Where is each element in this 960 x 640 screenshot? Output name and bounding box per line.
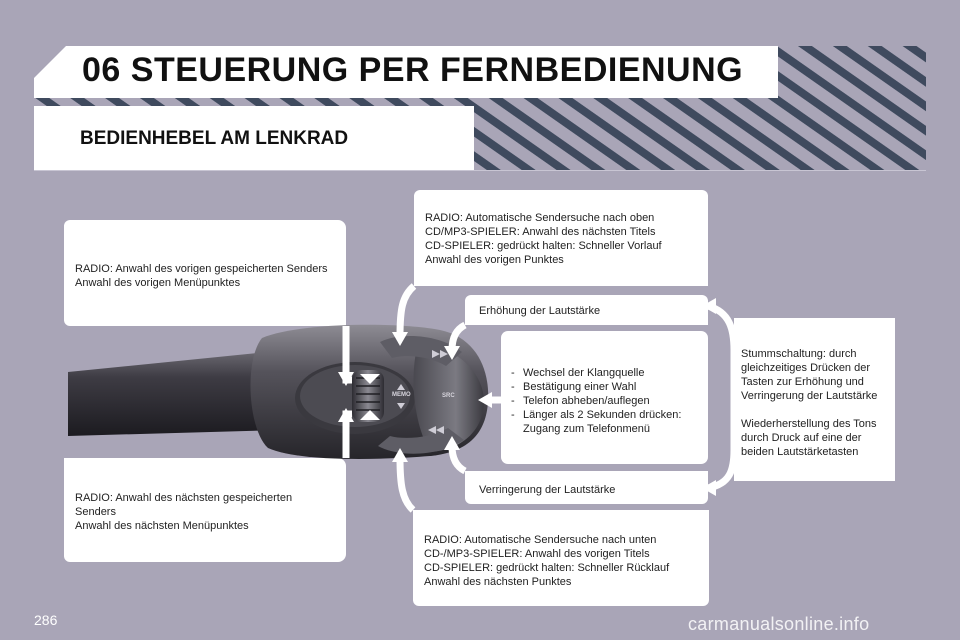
list-item: - Telefon abheben/auflegen [509,394,702,408]
list-item: - Länger als 2 Sekunden drücken: Zugang zum Telefonmenü [509,408,702,436]
callout-text: CD-/MP3-SPIELER: Anwahl des vorigen Titels [424,548,650,560]
callout-text: CD-SPIELER: gedrückt halten: Schneller Rücklauf [424,562,670,574]
callout-text: Wiederherstellung des Tons durch Druck auf eine der beiden Lautstärketasten [741,418,877,458]
callout-text: RADIO: Anwahl des vorigen gespeicherten Senders [75,263,328,275]
callout-text: RADIO: Anwahl des nächsten gespeicherten [75,492,293,504]
memo-label: MEMO [392,392,411,398]
chapter-title: 06 STEUERUNG PER FERNBEDIENUNG [82,51,744,89]
list-item: - Bestätigung einer Wahl [509,380,702,394]
callout-text: Anwahl des vorigen Menüpunktes [75,277,241,289]
callout-text: Stummschaltung: durch gleichzeitiges Drücken der Tasten zur Erhöhung und Verringerung der Lautstärke [741,348,878,402]
callout-text: CD/MP3-SPIELER: Anwahl des nächsten Titels [425,226,656,238]
list-item: - Wechsel der Klangquelle [509,366,702,380]
callout-text: Anwahl des nächsten Menüpunktes [75,520,249,532]
callout-text: Senders [75,506,116,518]
callout-text: Anwahl des vorigen Punktes [425,254,564,266]
section-title: BEDIENHEBEL AM LENKRAD [80,128,349,149]
callout-text: Erhöhung der Lautstärke [479,305,601,317]
src-label: SRC [442,393,455,399]
callout-text: CD-SPIELER: gedrückt halten: Schneller Vorlauf [425,240,662,252]
watermark: carmanualsonline.info [688,614,870,634]
callout-text: Verringerung der Lautstärke [479,484,616,496]
callout-text: RADIO: Automatische Sendersuche nach oben [425,212,655,224]
callout-text: RADIO: Automatische Sendersuche nach unten [424,534,657,546]
page-number: 286 [34,612,58,628]
callout-text: Anwahl des nächsten Punktes [424,576,572,588]
